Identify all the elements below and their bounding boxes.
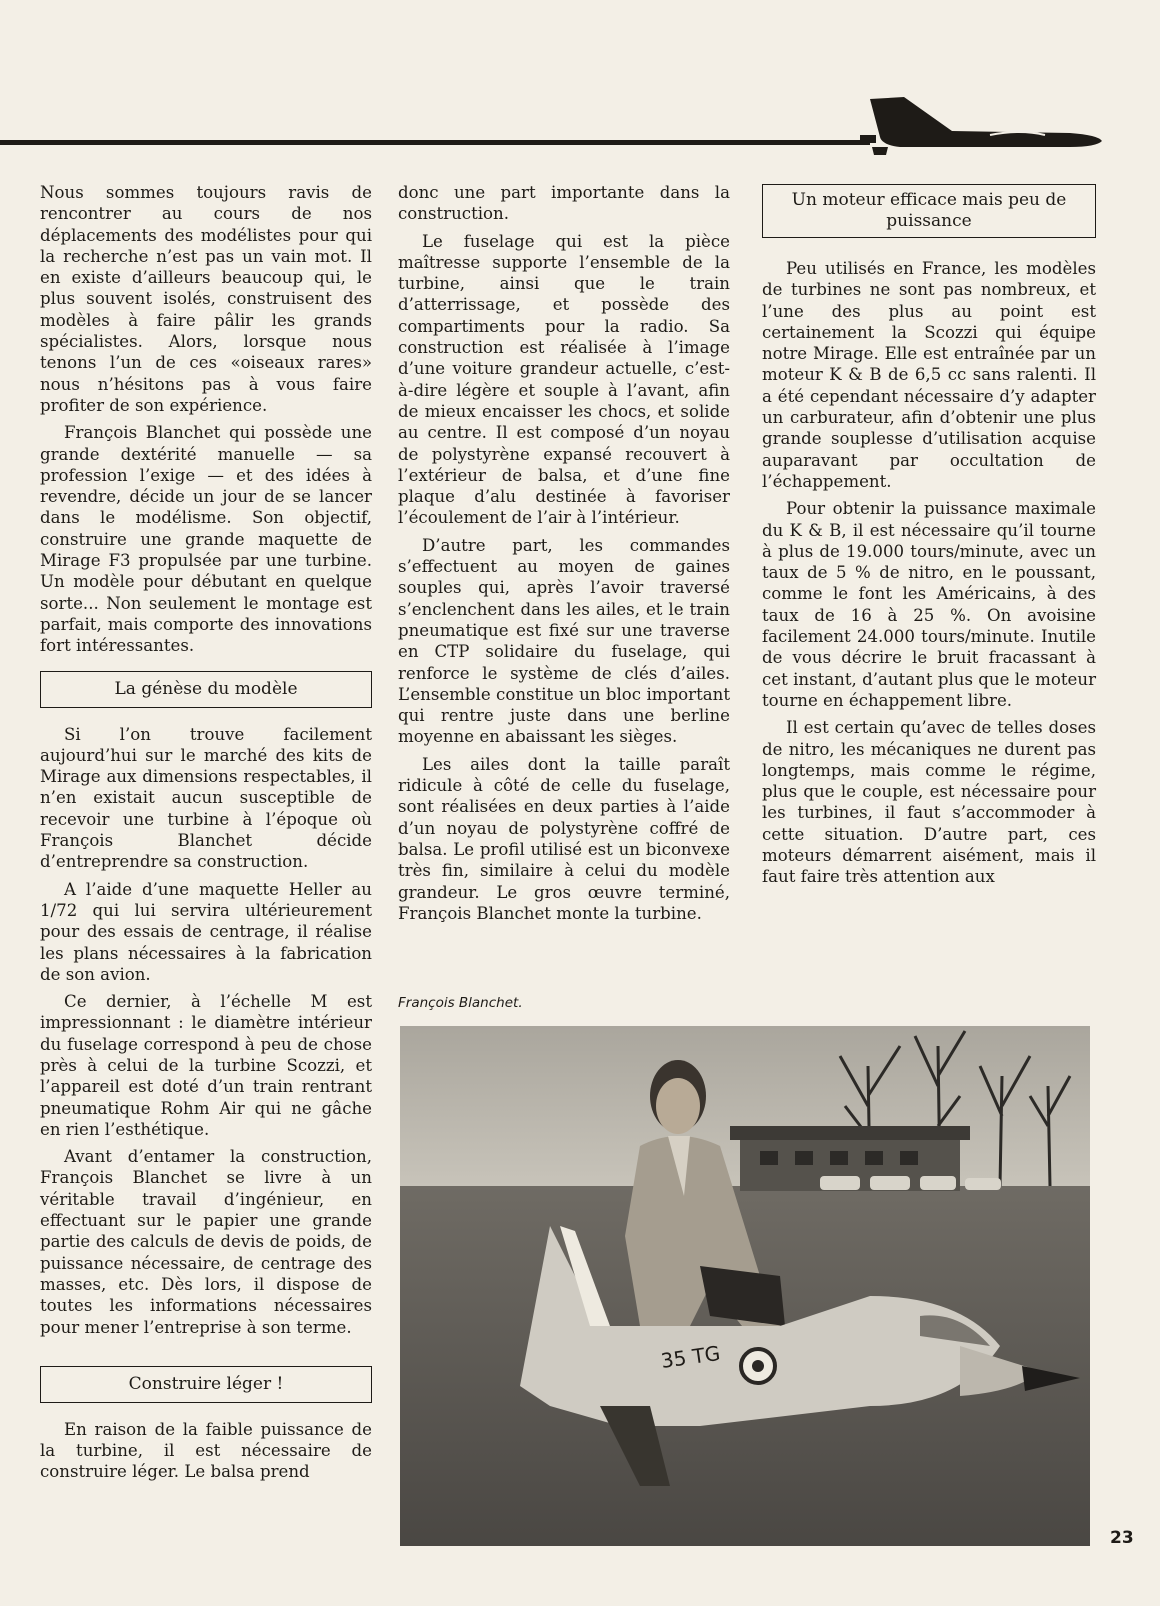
- paragraph: donc une part importante dans la construction.: [398, 183, 730, 224]
- header-rule: [0, 140, 870, 145]
- paragraph: Ce dernier, à l’échelle M est impressionnant : le diamètre intérieur du fuselage correspond à peu de chose près à celui de la turbine Scozzi, et l’appareil est doté d’un train rentrant pneumatique Rohm Air qui ne gâche en rien l’esthétique.: [40, 992, 372, 1139]
- photo-man-with-jet-model: [400, 1026, 1090, 1546]
- column-1: [40, 182, 372, 1489]
- paragraph: Avant d’entamer la construction, François Blanchet se livre à un véritable travail d’ingénieur, en effectuant sur le papier une grande partie des calculs de devis de poids, de puissance nécessaire, de centrage des masses, etc. Dès lors, il dispose de toutes les informations nécessaires pour mener l’entreprise à son terme.: [40, 1147, 372, 1337]
- photo-image: [400, 1026, 1090, 1546]
- paragraph: En raison de la faible puissance de la turbine, il est nécessaire de construire léger. Le balsa prend: [40, 1419, 372, 1482]
- section-heading: La génèse du modèle: [40, 671, 372, 708]
- paragraph: D’autre part, les commandes s’effectuent au moyen de gaines souples qui, après l’avoir traversé s’enclenchent dans les ailes, et le train pneumatique est fixé sur une traverse en CTP solidaire du fuselage, qui renforce le système de clés d’ailes. L’ensemble constitue un bloc important qui rentre juste dans une berline moyenne en abaissant les sièges.: [398, 535, 730, 747]
- paragraph: Les ailes dont la taille paraît ridicule à côté de celle du fuselage, sont réalisées en deux parties à l’aide d’un noyau de polystyrène coffré de balsa. Le profil utilisé est un biconvexe très fin, similaire à celui du modèle grandeur. Le gros œuvre terminé, François Blanchet monte la turbine.: [398, 754, 730, 923]
- column-3: [762, 184, 1096, 894]
- page-number: 23: [1110, 1528, 1134, 1548]
- paragraph: Il est certain qu’avec de telles doses de nitro, les mécaniques ne durent pas longtemps, mais comme le régime, plus que le couple, est nécessaire pour les turbines, il faut s’accommoder à cette situation. D’autre part, ces moteurs démarrent aisément, mais il faut faire très attention aux: [762, 718, 1096, 887]
- photo-caption: François Blanchet.: [398, 995, 523, 1011]
- column-2: [398, 182, 730, 930]
- paragraph: Pour obtenir la puissance maximale du K & B, il est nécessaire qu’il tourne à plus de 19.000 tours/minute, avec un taux de 5 % de nitro, en le poussant, comme le font les Américains, à des taux de 16 à 25 %. On avoisine facilement 24.000 tours/minute. Inutile de vous décrire le bruit fracassant à cet instant, d’autant plus que le moteur tourne en échappement libre.: [762, 499, 1096, 710]
- paragraph: François Blanchet qui possède une grande dextérité manuelle — sa profession l’exige — et des idées à revendre, décide un jour de se lancer dans le modélisme. Son objectif, construire une grande maquette de Mirage F3 propulsée par une turbine. Un modèle pour débutant en quelque sorte... Non seulement le montage est parfait, mais comporte des innovations fort intéressantes.: [40, 423, 372, 656]
- paragraph: Peu utilisés en France, les modèles de turbines ne sont pas nombreux, et l’une des plus au point est certainement la Scozzi qui équipe notre Mirage. Elle est entraînée par un moteur K & B de 6,5 cc sans ralenti. Il a été cependant nécessaire d’y adapter un carburateur, afin d’obtenir une plus grande souplesse d’utilisation acquise auparavant par occultation de l’échappement.: [762, 259, 1096, 491]
- section-heading: Construire léger !: [40, 1366, 372, 1403]
- paragraph: Si l’on trouve facilement aujourd’hui sur le marché des kits de Mirage aux dimensions respectables, il n’en existait aucun susceptible de recevoir une turbine à l’époque où François Blanchet décide d’entreprendre sa construction.: [40, 724, 372, 872]
- jet-silhouette-icon: [860, 85, 1105, 155]
- section-heading: Un moteur efficace mais peu de puissance: [762, 184, 1096, 238]
- paragraph: A l’aide d’une maquette Heller au 1/72 qui lui servira ultérieurement pour des essais de centrage, il réalise les plans nécessaires à la fabrication de son avion.: [40, 879, 372, 984]
- paragraph: Nous sommes toujours ravis de rencontrer au cours de nos déplacements des modélistes pour qui la recherche n’est pas un vain mot. Il en existe d’ailleurs beaucoup qui, le plus souvent isolés, construisent des modèles à faire pâlir les grands spécialistes. Alors, lorsque nous tenons l’un de ces «oiseaux rares» nous n’hésitons pas à vous faire profiter de son expérience.: [40, 183, 372, 415]
- plane-marking: 35 TG: [659, 1340, 722, 1373]
- paragraph: Le fuselage qui est la pièce maîtresse supporte l’ensemble de la turbine, ainsi que le train d’atterrissage, et possède des compartiments pour la radio. Sa construction est réalisée à l’image d’une voiture grandeur actuelle, c’est-à-dire légère et souple à l’avant, afin de mieux encaisser les chocs, et solide au centre. Il est composé d’un noyau de polystyrène expansé recouvert à l’extérieur de balsa, et d’une fine plaque d’alu destinée à favoriser l’écoulement de l’air à l’intérieur.: [398, 231, 730, 528]
